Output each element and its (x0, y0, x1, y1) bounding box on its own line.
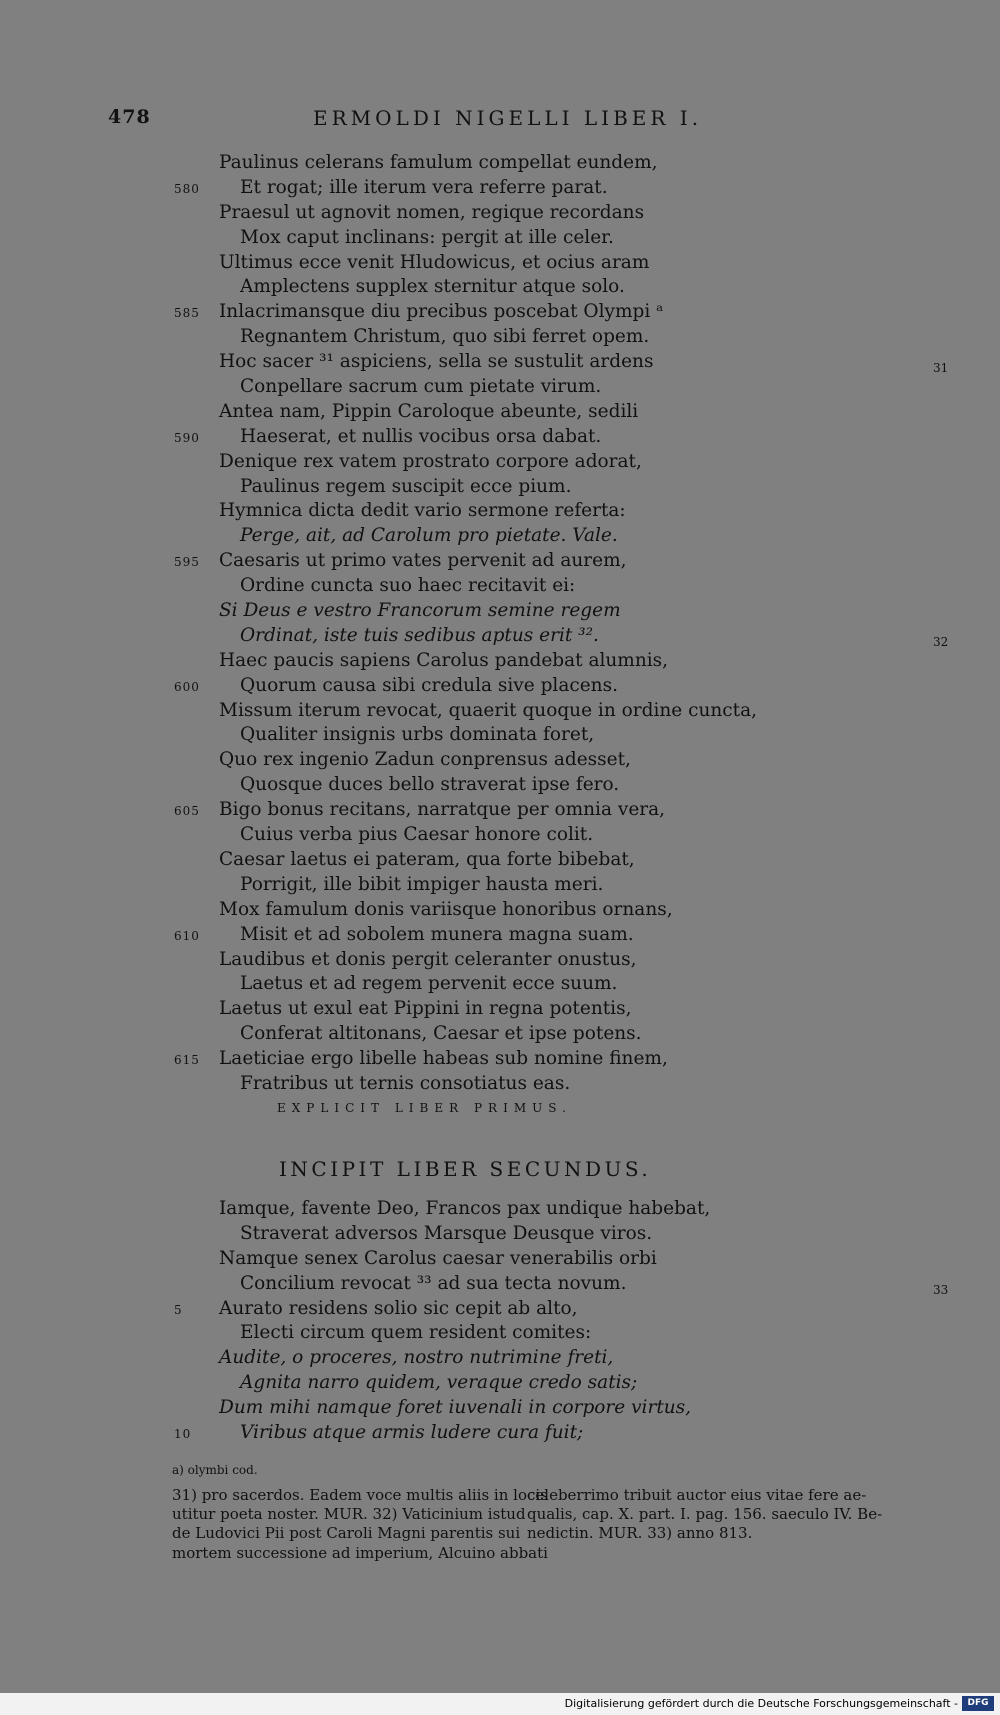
verse-text: Antea nam, Pippin Caroloque abeunte, sedili (219, 400, 639, 422)
footnote-line: de Ludovici Pii post Caroli Magni parentis sui (172, 1524, 521, 1543)
verse-text: Porrigit, ille bibit impiger hausta meri. (240, 873, 604, 895)
verse-text: Praesul ut agnovit nomen, regique recordans (219, 201, 645, 223)
footnote-line: 31) pro sacerdos. Eadem voce multis aliis in locis (172, 1486, 548, 1504)
digitization-credit-bar (0, 1693, 1000, 1715)
verse-text: Conpellare sacrum cum pietate virum. (240, 376, 602, 398)
verse-text: Hoc sacer ³¹ aspiciens, sella se sustulit ardens (219, 351, 654, 373)
verse-text: Laetus et ad regem pervenit ecce suum. (240, 973, 618, 995)
verse-text: Cuius verba pius Caesar honore colit. (240, 824, 594, 846)
verse-text: Aurato residens solio sic cepit ab alto, (219, 1297, 578, 1319)
verse-text: Mox caput inclinans: pergit at ille celer. (240, 226, 614, 248)
verse-line (0, 176, 1000, 201)
verse-line (0, 1346, 1000, 1371)
verse-line (0, 425, 1000, 450)
verse-line (0, 151, 1000, 176)
line-number: 605 (174, 804, 200, 819)
verse-line (0, 300, 1000, 325)
verse-text: Bigo bonus recitans, narratque per omnia vera, (219, 799, 666, 821)
marginal-note-number: 32 (933, 634, 949, 649)
verse-line (0, 226, 1000, 251)
verse-text: Amplectens supplex sternitur atque solo. (240, 276, 625, 298)
verse-line (0, 375, 1000, 400)
verse-line (0, 848, 1000, 873)
verse-line (0, 1371, 1000, 1396)
verse-text: Haeserat, et nullis vocibus orsa dabat. (240, 425, 602, 447)
verse-line (0, 1197, 1000, 1222)
verse-text: Iamque, favente Deo, Francos pax undique habebat, (219, 1198, 711, 1219)
verse-text: Caesaris ut primo vates pervenit ad aurem, (219, 550, 627, 572)
verse-line (0, 674, 1000, 699)
verse-line (0, 1022, 1000, 1047)
verse-text: Audite, o proceres, nostro nutrimine freti, (219, 1347, 614, 1369)
verse-block-book-2 (0, 1197, 1000, 1446)
verse-text: Namque senex Carolus caesar venerabilis orbi (219, 1247, 657, 1269)
verse-line (0, 1396, 1000, 1421)
footnote-line: celeberrimo tribuit auctor eius vitae fere ae- (527, 1486, 867, 1504)
footnote-line: nedictin. MUR. 33) anno 813. (527, 1524, 753, 1543)
verse-text: Et rogat; ille iterum vera referre parat. (240, 176, 608, 198)
marginal-note-number: 31 (933, 361, 949, 376)
explicit-line: EXPLICIT LIBER PRIMUS. (277, 1101, 572, 1115)
verse-line (0, 400, 1000, 425)
footnotes-right-column (527, 1486, 927, 1544)
verse-text: Mox famulum donis variisque honoribus ornans, (219, 898, 673, 920)
footnote-line: utitur poeta noster. MUR. 32) Vaticinium istud (172, 1505, 526, 1524)
verse-line (0, 524, 1000, 549)
verse-text: Viribus atque armis ludere cura fuit; (240, 1422, 584, 1444)
verse-line (0, 1247, 1000, 1272)
line-number: 585 (174, 306, 200, 321)
verse-line (0, 699, 1000, 724)
line-number: 595 (174, 555, 200, 570)
verse-text: Caesar laetus ei pateram, qua forte bibebat, (219, 848, 635, 870)
verse-text: Misit et ad sobolem munera magna suam. (240, 923, 634, 945)
verse-line (0, 251, 1000, 276)
verse-line (0, 499, 1000, 524)
footnote-a: a) olymbi cod. (172, 1463, 258, 1477)
verse-line (0, 873, 1000, 898)
incipit-heading: INCIPIT LIBER SECUNDUS. (279, 1157, 652, 1181)
dfg-logo-icon: DFG (962, 1696, 994, 1711)
verse-text: Inlacrimansque diu precibus poscebat Olympi ᵃ (219, 301, 664, 323)
verse-text: Conferat altitonans, Caesar et ipse potens. (240, 1023, 642, 1045)
line-number: 580 (174, 181, 200, 196)
verse-text: Ultimus ecce venit Hludowicus, et ocius aram (219, 251, 650, 273)
verse-line (0, 898, 1000, 923)
verse-line (0, 1047, 1000, 1072)
verse-block-book-1 (0, 151, 1000, 1097)
verse-line (0, 972, 1000, 997)
verse-line (0, 1072, 1000, 1097)
verse-text: Qualiter insignis urbs dominata foret, (240, 724, 595, 746)
verse-text: Quosque duces bello straverat ipse fero. (240, 774, 620, 796)
verse-line (0, 599, 1000, 624)
verse-line (0, 823, 1000, 848)
line-number: 610 (174, 928, 200, 943)
verse-line (0, 997, 1000, 1022)
verse-line (0, 450, 1000, 475)
line-number: 5 (174, 1302, 183, 1317)
page-number: 478 (108, 106, 151, 128)
verse-text: Quo rex ingenio Zadun conprensus adesset, (219, 749, 631, 771)
footnote-line: qualis, cap. X. part. I. pag. 156. saeculo IV. Be- (527, 1505, 883, 1524)
verse-line (0, 923, 1000, 948)
verse-line (0, 723, 1000, 748)
credit-text: Digitalisierung gefördert durch die Deutsche Forschungsgemeinschaft - (564, 1697, 958, 1710)
verse-line (0, 1421, 1000, 1446)
verse-text: Si Deus e vestro Francorum semine regem (219, 600, 621, 622)
running-title: ERMOLDI NIGELLI LIBER I. (313, 106, 703, 130)
verse-text: Paulinus celerans famulum compellat eundem, (219, 152, 658, 173)
verse-text: Laetus ut exul eat Pippini in regna potentis, (219, 998, 632, 1020)
verse-line (0, 201, 1000, 226)
footnote-line: mortem successione ad imperium, Alcuino abbati (172, 1543, 548, 1562)
verse-line (0, 1222, 1000, 1247)
marginal-note-number: 33 (933, 1282, 949, 1297)
verse-text: Hymnica dicta dedit vario sermone referta: (219, 500, 626, 522)
verse-text: Fratribus ut ternis consotiatus eas. (240, 1072, 571, 1094)
verse-text: Laeticiae ergo libelle habeas sub nomine finem, (219, 1048, 668, 1070)
footnotes-left-column (172, 1486, 548, 1563)
line-number: 10 (174, 1427, 192, 1442)
verse-line (0, 475, 1000, 500)
verse-text: Denique rex vatem prostrato corpore adorat, (219, 450, 642, 472)
verse-text: Straverat adversos Marsque Deusque viros. (240, 1222, 653, 1244)
verse-line (0, 773, 1000, 798)
verse-text: Quorum causa sibi credula sive placens. (240, 674, 618, 696)
verse-line (0, 574, 1000, 599)
verse-line (0, 649, 1000, 674)
line-number: 600 (174, 679, 200, 694)
verse-text: Perge, ait, ad Carolum pro pietate. Vale. (240, 525, 618, 547)
verse-line (0, 325, 1000, 350)
verse-line (0, 624, 1000, 649)
line-number: 615 (174, 1053, 200, 1068)
verse-line (0, 1321, 1000, 1346)
verse-text: Ordinat, iste tuis sedibus aptus erit ³². (240, 624, 599, 646)
verse-text: Paulinus regem suscipit ecce pium. (240, 475, 572, 497)
verse-text: Haec paucis sapiens Carolus pandebat alumnis, (219, 649, 669, 671)
verse-text: Missum iterum revocat, quaerit quoque in ordine cuncta, (219, 699, 758, 721)
verse-line (0, 350, 1000, 375)
verse-text: Agnita narro quidem, veraque credo satis; (240, 1372, 638, 1394)
verse-line (0, 798, 1000, 823)
verse-line (0, 948, 1000, 973)
verse-line (0, 549, 1000, 574)
verse-text: Dum mihi namque foret iuvenali in corpore virtus, (219, 1397, 692, 1419)
verse-text: Concilium revocat ³³ ad sua tecta novum. (240, 1272, 627, 1294)
verse-text: Ordine cuncta suo haec recitavit ei: (240, 575, 576, 597)
verse-text: Regnantem Christum, quo sibi ferret opem. (240, 326, 650, 348)
verse-line (0, 1297, 1000, 1322)
verse-text: Laudibus et donis pergit celeranter onustus, (219, 948, 637, 970)
verse-line (0, 748, 1000, 773)
verse-line (0, 1272, 1000, 1297)
verse-line (0, 275, 1000, 300)
verse-text: Electi circum quem resident comites: (240, 1322, 592, 1344)
line-number: 590 (174, 430, 200, 445)
